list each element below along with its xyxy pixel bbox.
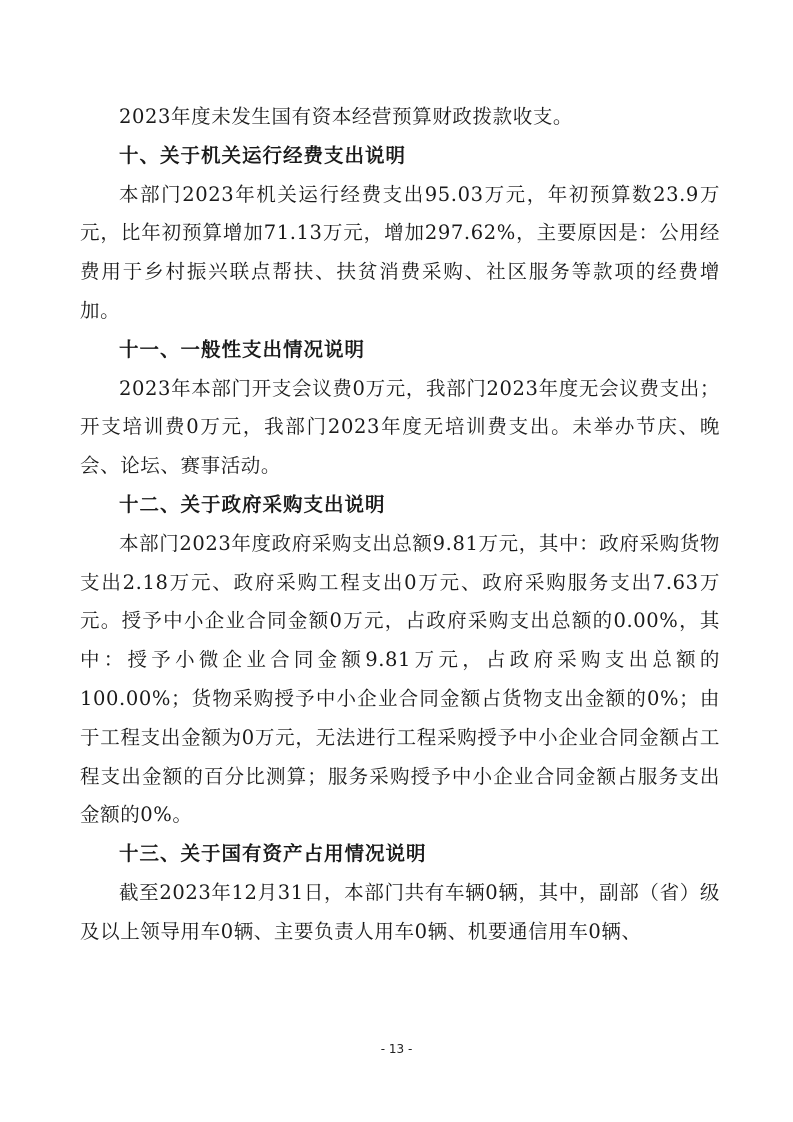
document-body: [80, 98, 720, 952]
paragraph-operating-expenses: 本部门2023年机关运行经费支出95.03万元，年初预算数23.9万元，比年初预算增加71.13万元，增加297.62%，主要原因是：公用经费用于乡村振兴联点帮扶、扶贫消费采购、社区服务等款项的经费增加。: [80, 182, 720, 322]
heading-section-10: 十、关于机关运行经费支出说明: [119, 143, 407, 167]
page-number: - 13 -: [380, 1042, 413, 1056]
paragraph-state-assets: 截至2023年12月31日，本部门共有车辆0辆，其中，副部（省）级及以上领导用车0辆、主要负责人用车0辆、机要通信用车0辆、: [80, 880, 720, 943]
heading-section-11: 十一、一般性支出情况说明: [119, 337, 366, 361]
heading-section-12: 十二、关于政府采购支出说明: [119, 492, 386, 516]
paragraph-state-capital-budget: 2023年度未发生国有资本经营预算财政拨款收支。: [119, 105, 574, 128]
heading-section-13: 十三、关于国有资产占用情况说明: [119, 842, 427, 866]
paragraph-general-expenses: 2023年本部门开支会议费0万元，我部门2023年度无会议费支出；开支培训费0万元，我部门2023年度无培训费支出。未举办节庆、晚会、论坛、赛事活动。: [80, 376, 720, 478]
paragraph-procurement: 本部门2023年度政府采购支出总额9.81万元，其中：政府采购货物支出2.18万元、政府采购工程支出0万元、政府采购服务支出7.63万元。授予中小企业合同金额0万元，占政府采购支出总额的0.00%，其中：授予小微企业合同金额9.81万元，占政府采购支出总额的100.00%；货物采购授予中小企业合同金额占货物支出金额的0%；由于工程支出金额为0万元，无法进行工程采购授予中小企业合同金额占工程支出金额的百分比测算；服务采购授予中小企业合同金额占服务支出金额的0%。: [80, 531, 720, 827]
